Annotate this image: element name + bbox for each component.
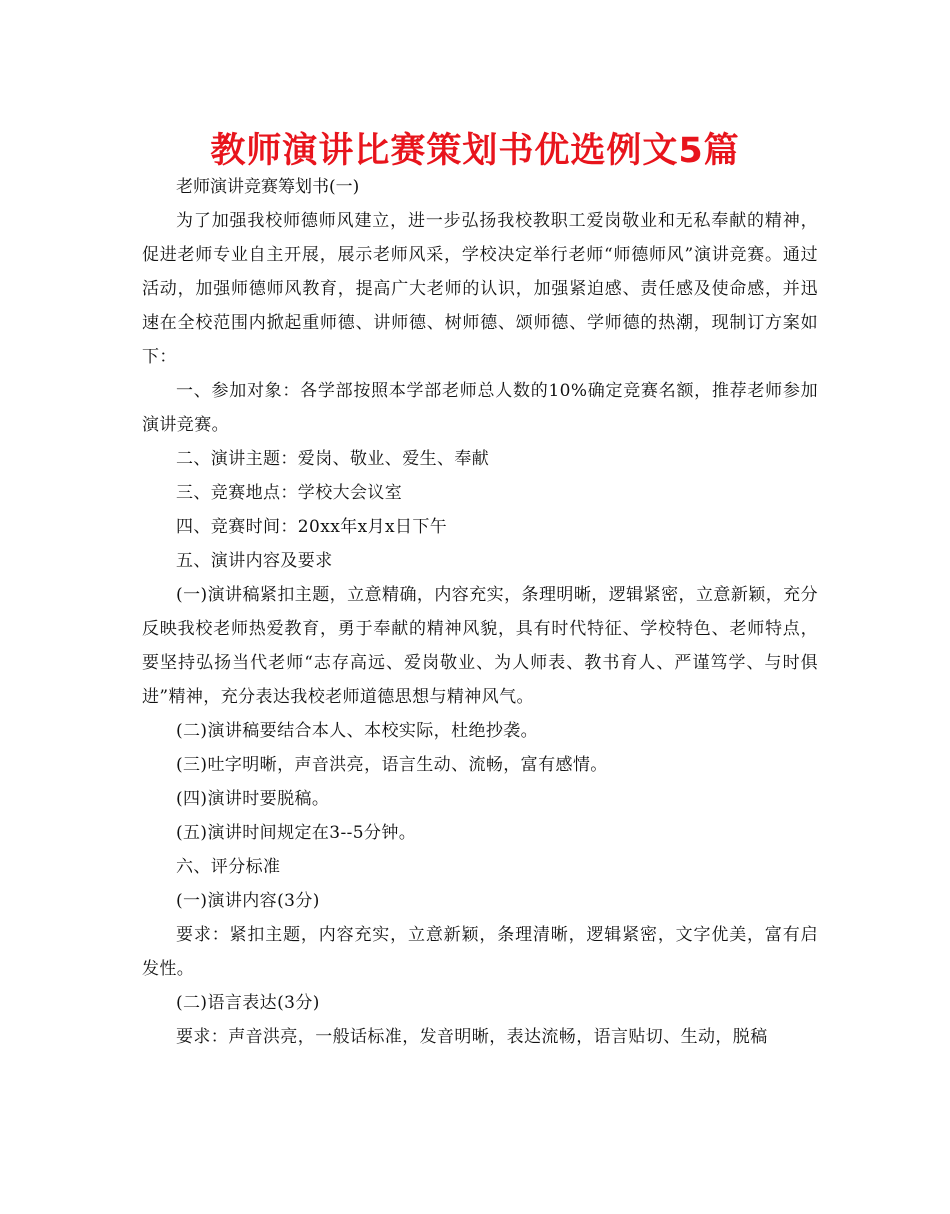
paragraph-scoring-content: (一)演讲内容(3分) — [176, 891, 320, 911]
paragraph-venue: 三、竞赛地点：学校大会议室 — [176, 483, 403, 503]
paragraph-content-heading: 五、演讲内容及要求 — [176, 551, 333, 571]
section-subtitle: 老师演讲竞赛筹划书(一) — [176, 177, 360, 197]
paragraph-scoring-language: (二)语言表达(3分) — [176, 993, 320, 1013]
paragraph-scoring-language-req: 要求：声音洪亮，一般话标准，发音明晰，表达流畅，语言贴切、生动，脱稿 — [176, 1027, 768, 1047]
paragraph-requirement-2: (二)演讲稿要结合本人、本校实际，杜绝抄袭。 — [176, 721, 539, 741]
paragraph-theme: 二、演讲主题：爱岗、敬业、爱生、奉献 — [176, 449, 490, 469]
paragraph-requirement-1: (一)演讲稿紧扣主题，立意精确，内容充实，条理明晰，逻辑紧密，立意新颖，充分反映我校老师热爱教育，勇于奉献的精神风貌，具有时代特征、学校特色、老师特点，要坚持弘扬当代老师“志存高远、爱岗敬业、为人师表、教书育人、严谨笃学、与时俱进”精神，充分表达我校老师道德思想与精神风气。 — [142, 585, 818, 707]
document-body — [142, 176, 818, 1054]
paragraph-requirement-4: (四)演讲时要脱稿。 — [176, 789, 330, 809]
paragraph-scoring-heading: 六、评分标准 — [176, 857, 281, 877]
document-title: 教师演讲比赛策划书优选例文5篇 — [210, 131, 740, 171]
paragraph-time: 四、竞赛时间：20xx年x月x日下午 — [176, 517, 448, 537]
paragraph-requirement-3: (三)吐字明晰，声音洪亮，语言生动、流畅，富有感情。 — [176, 755, 608, 775]
paragraph-scoring-content-req: 要求：紧扣主题，内容充实，立意新颖，条理清晰，逻辑紧密，文字优美，富有启发性。 — [142, 925, 818, 979]
paragraph-intro: 为了加强我校师德师风建立，进一步弘扬我校教职工爱岗敬业和无私奉献的精神，促进老师专业自主开展，展示老师风采，学校决定举行老师“师德师风”演讲竞赛。通过活动，加强师德师风教育，提高广大老师的认识，加强紧迫感、责任感及使命感，并迅速在全校范围内掀起重师德、讲师德、树师德、颂师德、学师德的热潮，现制订方案如下： — [142, 211, 818, 367]
paragraph-participants: 一、参加对象：各学部按照本学部老师总人数的10%确定竞赛名额，推荐老师参加演讲竞赛。 — [142, 381, 818, 435]
paragraph-requirement-5: (五)演讲时间规定在3--5分钟。 — [176, 823, 417, 843]
